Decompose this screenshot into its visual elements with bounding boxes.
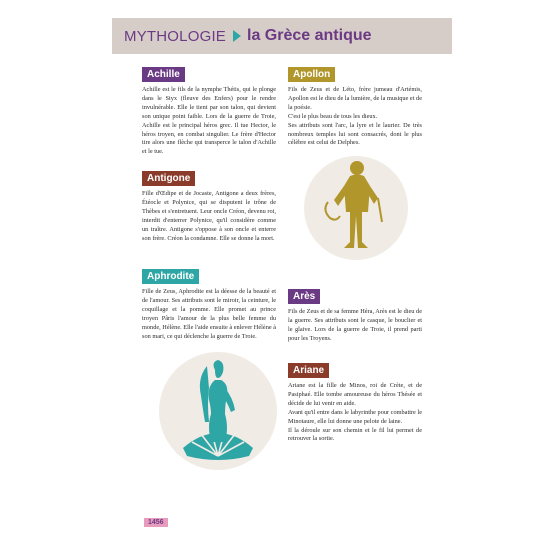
entry-ares <box>286 286 422 344</box>
dictionary-page <box>112 0 452 560</box>
entry-paragraph: Ariane est la fille de Minos, roi de Crète, et de Pasiphaé. Elle tombe amoureuse du héros Thésée et décide de lui venir en aide. <box>288 382 422 407</box>
entry-text: Fils de Zeus et de sa femme Héra, Arès est le dieu de la guerre. Ses attributs sont le casque, le bouclier et le glaive. Lors de la guerre de Troie, il prend parti pour les Troyens. <box>288 308 422 342</box>
entry-paragraph: Ses attributs sont l'arc, la lyre et le laurier. De très nombreux temples lui sont consacrés, dont le plus célèbre est celui de Delphes. <box>288 121 422 147</box>
entry-title: Apollon <box>288 67 335 82</box>
header-topic: la Grèce antique <box>247 27 372 44</box>
header-section: MYTHOLOGIE <box>124 27 227 45</box>
apollon-illustration <box>304 156 408 260</box>
aphrodite-shell-icon <box>159 352 277 470</box>
entry-paragraph: C'est le plus beau de tous les dieux. <box>288 112 378 120</box>
entry-text <box>286 86 422 148</box>
entry-text: Fille de Zeus, Aphrodite est la déesse de la beauté et de l'amour. Ses attributs sont le miroir, la ceinture, le coquillage et la pomme. Elle promet au prince troyen Pâris l'amour de la plus belle femme du monde, Hélène. Elle l'aide ensuite à enlever Hélène à son mari, ce qui déclenche la guerre de Troie. <box>142 288 277 340</box>
entry-achille <box>140 64 276 157</box>
entry-title: Arès <box>288 289 320 304</box>
entry-title: Aphrodite <box>142 269 199 284</box>
entry-text: Fille d'Œdipe et de Jocaste, Antigone a deux frères, Étéocle et Polynice, qui se disputent le trône de Thèbes et s'entretuent. Leur oncle Créon, devenu roi, interdit d'enterrer Polynice, qu'il considère comme un traître. Antigone s'oppose à son oncle et enterre son frère. Créon la condamne. Elle se donne la mort. <box>142 190 276 242</box>
entry-title: Antigone <box>142 171 195 186</box>
aphrodite-illustration <box>159 352 277 470</box>
entry-title: Ariane <box>288 363 329 378</box>
entry-ariane <box>286 360 422 444</box>
page-number: 1456 <box>144 518 168 527</box>
entry-paragraph: Avant qu'il entre dans le labyrinthe pour combattre le Minotaure, elle lui donne une pelote de laine. <box>288 408 422 425</box>
entry-text: Achille est le fils de la nymphe Thétis, qui le plonge dans le Styx (fleuve des Enfers) pour le rendre invulnérable. Elle le tient par son talon, qui devient son unique point faible. Lors de la guerre de Troie, Achille est le principal héros grec. Il tue Hector, le héros troyen, en combat singulier. Le frère d'Hector tire alors une flèche qui transperce le talon d'Achille et le tue. <box>142 86 276 156</box>
page-header <box>112 18 452 54</box>
apollo-statue-icon <box>304 156 408 260</box>
entry-title: Achille <box>142 67 185 82</box>
entry-apollon <box>286 64 422 148</box>
entry-aphrodite <box>140 266 276 341</box>
entry-paragraph: Fils de Zeus et de Léto, frère jumeau d'Artémis, Apollon est le dieu de la lumière, de la musique et de la poésie. <box>288 86 422 111</box>
entry-antigone <box>140 168 276 243</box>
header-arrow-icon <box>233 30 241 42</box>
entry-text <box>286 382 422 444</box>
entry-paragraph: Il la déroule sur son chemin et le fil lui permet de retrouver la sortie. <box>288 426 422 443</box>
